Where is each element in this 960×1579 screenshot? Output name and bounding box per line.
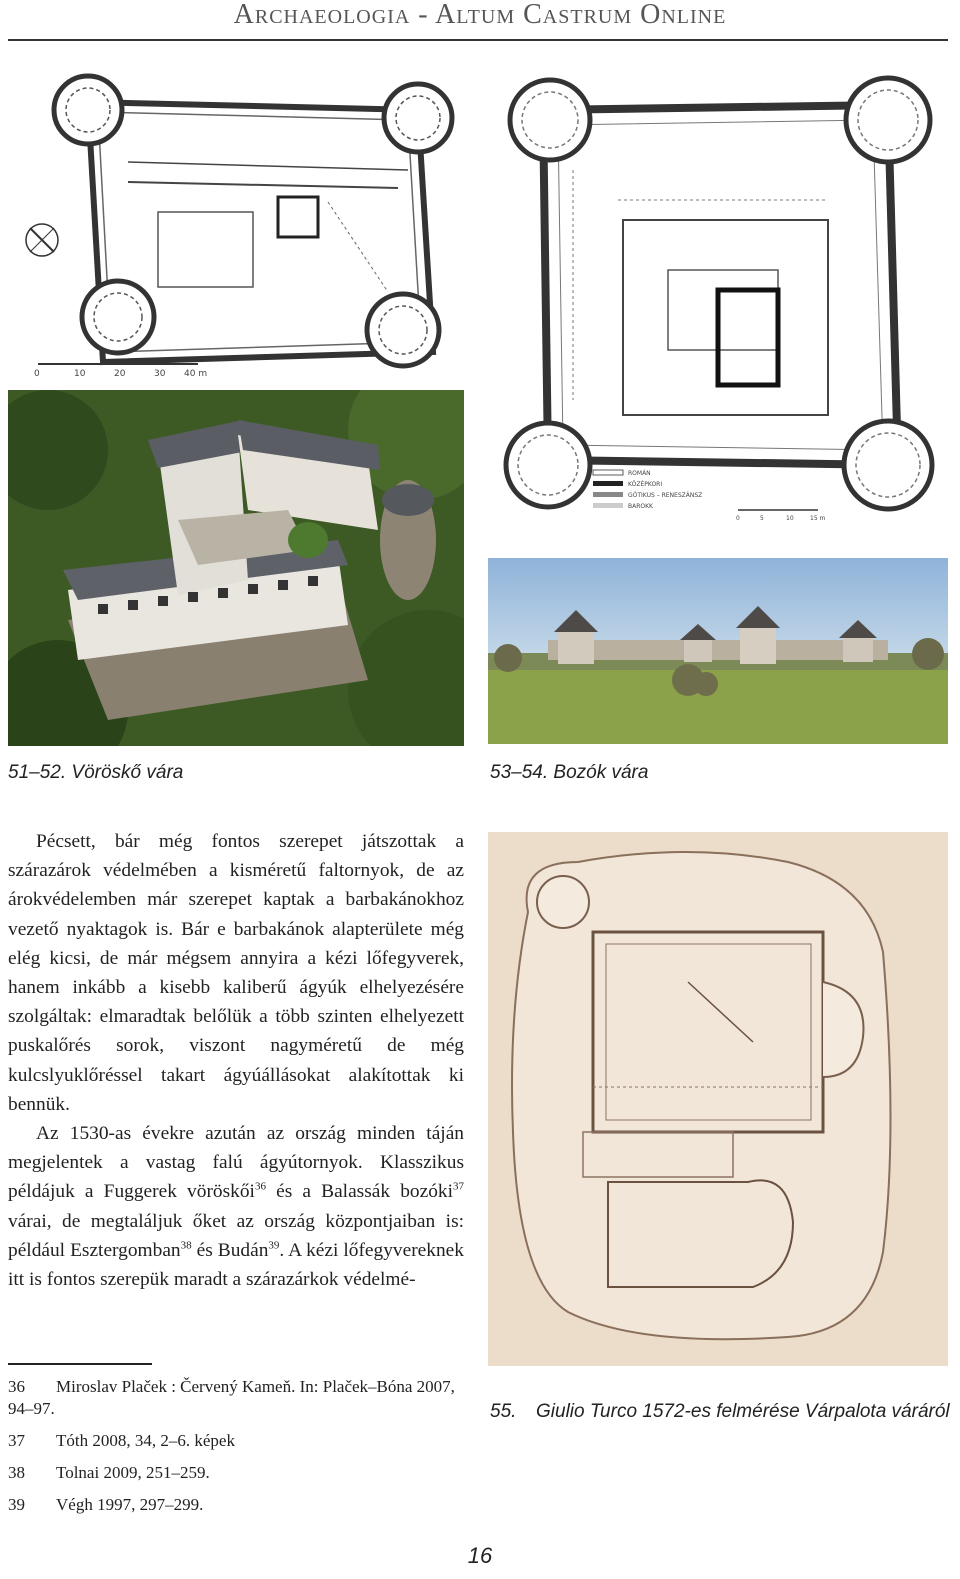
body-text [8, 827, 464, 1294]
scale-label: 40 m [184, 369, 208, 379]
voroskő-aerial-photo [8, 390, 464, 746]
text-span: és Budán [191, 1239, 269, 1261]
paragraph-1: Pécsett, bár még fontos szerepet játszottak a szárazárok védelmében a kisméretű faltornyok, de az árokvédelemben már szerepet kaptak a barbakánokhoz vezető nyaktagok is. Bár e barbakánok alapterülete még elég kicsi, de már mégsem annyira a kézi lőfegyverek, hanem inkább a kisebb kaliberű ágyúk elhelyezésére szolgáltak: elmaradtak belőlük a több szinten elhelyezett puskalőrés sorok, viszont nagyméretű de még kulcslyuklőréssel takart ágyúállásokat alakítottak ki bennük. [8, 831, 464, 1115]
footnote-ref: 36 [254, 1180, 266, 1193]
paragraph-2 [8, 1119, 464, 1294]
scale-label: 0 [736, 515, 740, 522]
header-rule [8, 39, 948, 41]
legend-label: ROMÁN [628, 470, 651, 477]
footnote-rule [8, 1363, 152, 1365]
footnote-number: 39 [8, 1495, 25, 1514]
footnote-ref: 39 [268, 1239, 280, 1252]
footnote [8, 1494, 464, 1516]
legend-label: BAROKK [628, 503, 653, 510]
voroskő-floor-plan [8, 62, 464, 384]
varpalota-survey-drawing [488, 832, 948, 1366]
figure-caption-55 [490, 1400, 950, 1424]
footnotes [8, 1376, 464, 1526]
legend-label: GÓTIKUS – RENESZÁNSZ [628, 492, 703, 499]
footnote-number: 36 [8, 1377, 25, 1396]
text-span: és a Balassák bozóki [265, 1181, 453, 1203]
scale-label: 10 [786, 515, 794, 522]
footnote-number: 37 [8, 1431, 25, 1450]
footnote [8, 1430, 464, 1452]
text-span: várai, de megtaláljuk őket az ország központjaiban is: például Esztergomban [8, 1210, 464, 1261]
footnote-ref: 37 [453, 1180, 464, 1193]
caption-text: Giulio Turco 1572-es felmérése Várpalota váráról [536, 1401, 950, 1422]
scale-label: 0 [34, 369, 40, 379]
caption-number: 55. [490, 1401, 517, 1422]
footnote-text: Tolnai 2009, 251–259. [56, 1463, 210, 1482]
figure-caption-51-52: 51–52. Vöröskő vára [8, 762, 184, 783]
bozok-landscape-photo [488, 558, 948, 744]
scale-label: 5 [760, 515, 764, 522]
footnote-number: 38 [8, 1463, 25, 1482]
scale-label: 10 [74, 369, 86, 379]
scale-label: 20 [114, 369, 126, 379]
footnote-text: Miroslav Plaček : Červený Kameň. In: Plaček–Bóna 2007, 94–97. [8, 1377, 455, 1418]
scale-label: 15 m [810, 515, 826, 522]
footnote-text: Végh 1997, 297–299. [56, 1495, 204, 1514]
legend-label: KÖZÉPKORI [628, 481, 663, 488]
bozok-floor-plan [488, 70, 948, 540]
scale-label: 30 [154, 369, 166, 379]
footnote-ref: 38 [180, 1239, 192, 1252]
text-span: Az 1530-as évekre azután az ország minden táján megjelentek a vastag falú ágyútornyok. Klasszikus példájuk a Fuggerek vöröskői [8, 1123, 464, 1203]
text-span: . A kézi lőfegyvereknek itt is fontos szerepük maradt a szárazárkok védelmé- [8, 1239, 464, 1291]
footnote-text: Tóth 2008, 34, 2–6. képek [56, 1431, 235, 1450]
footnote [8, 1462, 464, 1484]
running-head: Archaeologia - Altum Castrum Online [233, 0, 727, 30]
page-number: 16 [467, 1543, 493, 1568]
figure-caption-53-54: 53–54. Bozók vára [490, 762, 649, 783]
footnote [8, 1376, 464, 1420]
